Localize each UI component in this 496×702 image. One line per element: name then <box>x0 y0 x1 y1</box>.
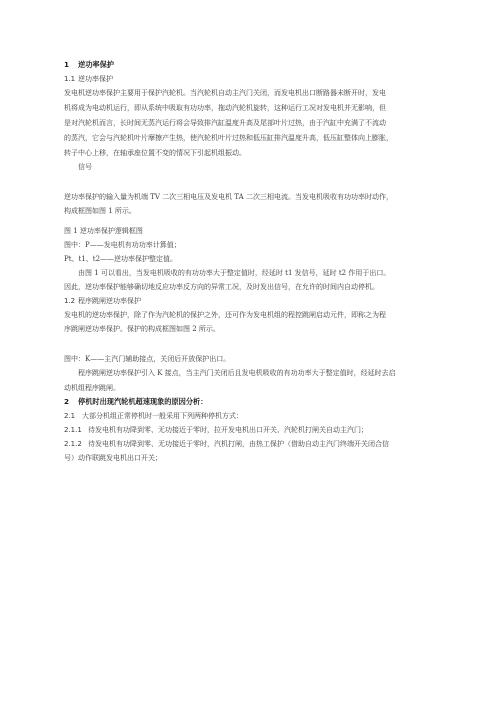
paragraph-reverse-power-input <box>64 192 434 216</box>
item-2-1-2 <box>64 439 434 463</box>
paragraph-line: 序跳闸逆功率保护。保护的构成框图如图 2 所示。 <box>64 325 220 333</box>
paragraph-reverse-power-intro <box>64 88 434 158</box>
item-text: 号）动作联跳发电机出口开关； <box>64 454 162 462</box>
subsection-number: 1.2 <box>64 297 76 305</box>
paragraph-line: 发电机的逆功率保护，除了作为汽轮机的保护之外，还可作为发电机组的程控跳闸启动元件，即称之为程 <box>64 311 386 319</box>
figure-1-legend-line: 图中：P——发电机有功功率计算值； <box>64 241 181 249</box>
paragraph-program-trip-detail <box>64 368 434 393</box>
item-number: 2.1.2 <box>64 440 82 448</box>
item-2-1-1 <box>64 425 434 435</box>
paragraph-line: 是对汽轮机而言，长时间无蒸汽运行将会导致排汽缸温度升高及尾部叶片过热，由于汽缸中充满了不流动 <box>64 119 386 127</box>
paragraph-line: 发电机逆功率保护主要用于保护汽轮机。当汽轮机自动主汽门关闭，而发电机出口断路器未断开时，发电 <box>64 89 386 97</box>
figure-1-caption: 图 1 逆功率保护逻辑框图 <box>64 227 143 235</box>
figure-2-legend: 图中：K——主汽门辅助接点，关闭后开放保护出口。 <box>64 355 231 363</box>
paragraph-figure-1-analysis <box>64 268 434 292</box>
paragraph-line: 的蒸汽，它会与汽轮机叶片摩擦产生热，使汽轮机叶片过热和低压缸排汽温度升高，低压缸整体向上膨胀， <box>64 134 393 142</box>
section-2-heading <box>64 397 434 407</box>
paragraph-line: 转子中心上移，在轴承座位置不变的情况下引起机组振动。 <box>64 149 246 157</box>
section-title: 停机时出现汽轮机超速现象的原因分析： <box>78 397 208 406</box>
subsection-title: 程序跳闸逆功率保护 <box>78 297 141 305</box>
item-text: 待发电机有功降到零、无功接近于零时，汽机打闸，由热工保护（借助自动主汽门终端开关闭合信 <box>88 440 389 448</box>
paragraph-program-trip <box>64 310 434 334</box>
subsection-1-1-heading <box>64 74 434 84</box>
subsection-title: 逆功率保护 <box>78 75 113 83</box>
subsection-number: 2.1 <box>64 412 76 420</box>
paragraph-line: 逆功率保护的输入量为机端 TV 二次三相电压及发电机 TA 二次三相电流。当发电机吸收有功功率时动作， <box>64 193 393 201</box>
item-text: 待发电机有功降到零、无功接近于零时，拉开发电机出口开关、汽轮机打闸关自动主汽门； <box>88 426 368 434</box>
paragraph-line: 动机组程序跳闸。 <box>64 384 120 392</box>
signal-label: 信号 <box>78 163 92 171</box>
section-number: 2 <box>64 397 70 406</box>
figure-1-legend-line: Pt、t1、t2——逆功率保护整定值。 <box>64 255 178 263</box>
subsection-1-2-heading <box>64 296 434 306</box>
subsection-number: 1.1 <box>64 75 76 83</box>
paragraph-line: 由图 1 可以看出，当发电机吸收的有功功率大于整定值时，经延时 t1 发信号，延时 t2 作用于出口。 <box>78 269 391 277</box>
paragraph-line: 程序跳闸逆功率保护引入 K 接点，当主汽门关闭后且发电机吸收的有功功率大于整定值时，经延时去启 <box>78 369 396 377</box>
paragraph-line: 机将成为电动机运行，即从系统中吸取有功功率，拖动汽轮机旋转，这种运行工况对发电机并无影响，但 <box>64 104 386 112</box>
section-number: 1 <box>64 60 70 69</box>
subsection-title: 大部分机组正常停机时一般采用下列两种停机方式： <box>82 412 243 420</box>
paragraph-line: 构成框图如图 1 所示。 <box>64 207 136 215</box>
section-1-heading <box>64 60 434 70</box>
section-title: 逆功率保护 <box>78 60 114 69</box>
paragraph-line: 因此，逆功率保护能够确切地反应功率反方向的异常工况，及时发出信号，在允许的时间内自动停机。 <box>64 283 379 291</box>
item-number: 2.1.1 <box>64 426 82 434</box>
subsection-2-1-heading <box>64 411 434 421</box>
document-body <box>64 60 434 463</box>
